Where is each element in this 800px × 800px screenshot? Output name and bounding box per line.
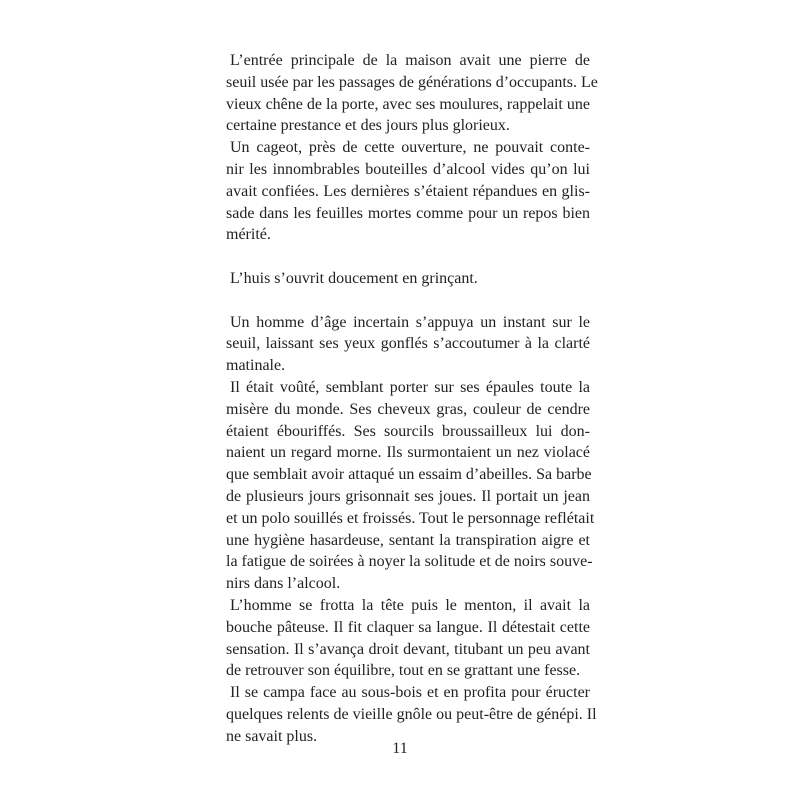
text-line: bouche pâteuse. Il fit claquer sa langue. Il détestait cette bbox=[226, 618, 590, 636]
text-line: matinale. bbox=[226, 357, 286, 375]
text-line: ne savait plus. bbox=[226, 727, 318, 745]
text-line: nirs dans l’alcool. bbox=[226, 575, 341, 593]
text-line: Il se campa face au sous-bois et en profita pour éructer bbox=[230, 684, 590, 702]
text-line: misère du monde. Ses cheveux gras, couleur de cendre bbox=[226, 400, 590, 418]
text-line: avait confiées. Les dernières s’étaient répandues en glis- bbox=[226, 182, 590, 200]
text-line: sensation. Il s’avança droit devant, titubant un peu avant bbox=[226, 640, 590, 658]
text-line: la fatigue de soirées à noyer la solitude et de noirs souve- bbox=[226, 553, 593, 571]
page-number bbox=[0, 739, 800, 759]
text-line: Un cageot, près de cette ouverture, ne pouvait conte- bbox=[230, 139, 590, 157]
text-line: une hygiène hasardeuse, sentant la transpiration aigre et bbox=[226, 531, 590, 549]
text-line: L’huis s’ouvrit doucement en grinçant. bbox=[230, 269, 478, 287]
paragraph bbox=[226, 682, 597, 747]
text-line: Un homme d’âge incertain s’appuya un instant sur le bbox=[230, 313, 590, 331]
text-line: de retrouver son équilibre, tout en se grattant une fesse. bbox=[226, 662, 581, 680]
paragraph bbox=[226, 595, 590, 682]
text-line: L’entrée principale de la maison avait une pierre de bbox=[230, 52, 590, 69]
text-line: vieux chêne de la porte, avec ses moulures, rappelait une bbox=[226, 95, 590, 113]
text-line: mérité. bbox=[226, 226, 271, 244]
text-line: de plusieurs jours grisonnait ses joues. Il portait un jean bbox=[226, 487, 590, 505]
text-line: que semblait avoir attaqué un essaim d’abeilles. Sa barbe bbox=[226, 466, 592, 484]
paragraph bbox=[226, 268, 590, 290]
text-line: certaine prestance et des jours plus glorieux. bbox=[226, 117, 510, 135]
text-line: naient un regard morne. Ils surmontaient un nez violacé bbox=[226, 444, 590, 462]
text-line: étaient ébouriffés. Ses sourcils broussailleux lui don- bbox=[226, 422, 590, 440]
paragraph bbox=[226, 137, 590, 246]
paragraph bbox=[226, 377, 595, 595]
text-line: L’homme se frotta la tête puis le menton, il avait la bbox=[230, 596, 590, 614]
body-text bbox=[226, 50, 598, 748]
blank-line bbox=[226, 290, 590, 312]
text-line: seuil, laissant ses yeux gonflés s’accoutumer à la clarté bbox=[226, 335, 590, 353]
text-line: quelques relents de vieille gnôle ou peut-être de génépi. Il bbox=[226, 705, 597, 723]
text-line: sade dans les feuilles mortes comme pour un repos bien bbox=[226, 204, 590, 222]
page-number-label: 11 bbox=[392, 740, 408, 757]
text-line: nir les innombrables bouteilles d’alcool vides qu’on lui bbox=[226, 160, 590, 178]
paragraph bbox=[226, 50, 598, 137]
text-line: et un polo souillés et froissés. Tout le personnage reflétait bbox=[226, 509, 595, 527]
blank-line bbox=[226, 246, 590, 268]
text-line: Il était voûté, semblant porter sur ses épaules toute la bbox=[230, 378, 590, 396]
paragraph bbox=[226, 312, 590, 377]
text-line: seuil usée par les passages de générations d’occupants. Le bbox=[226, 73, 598, 91]
